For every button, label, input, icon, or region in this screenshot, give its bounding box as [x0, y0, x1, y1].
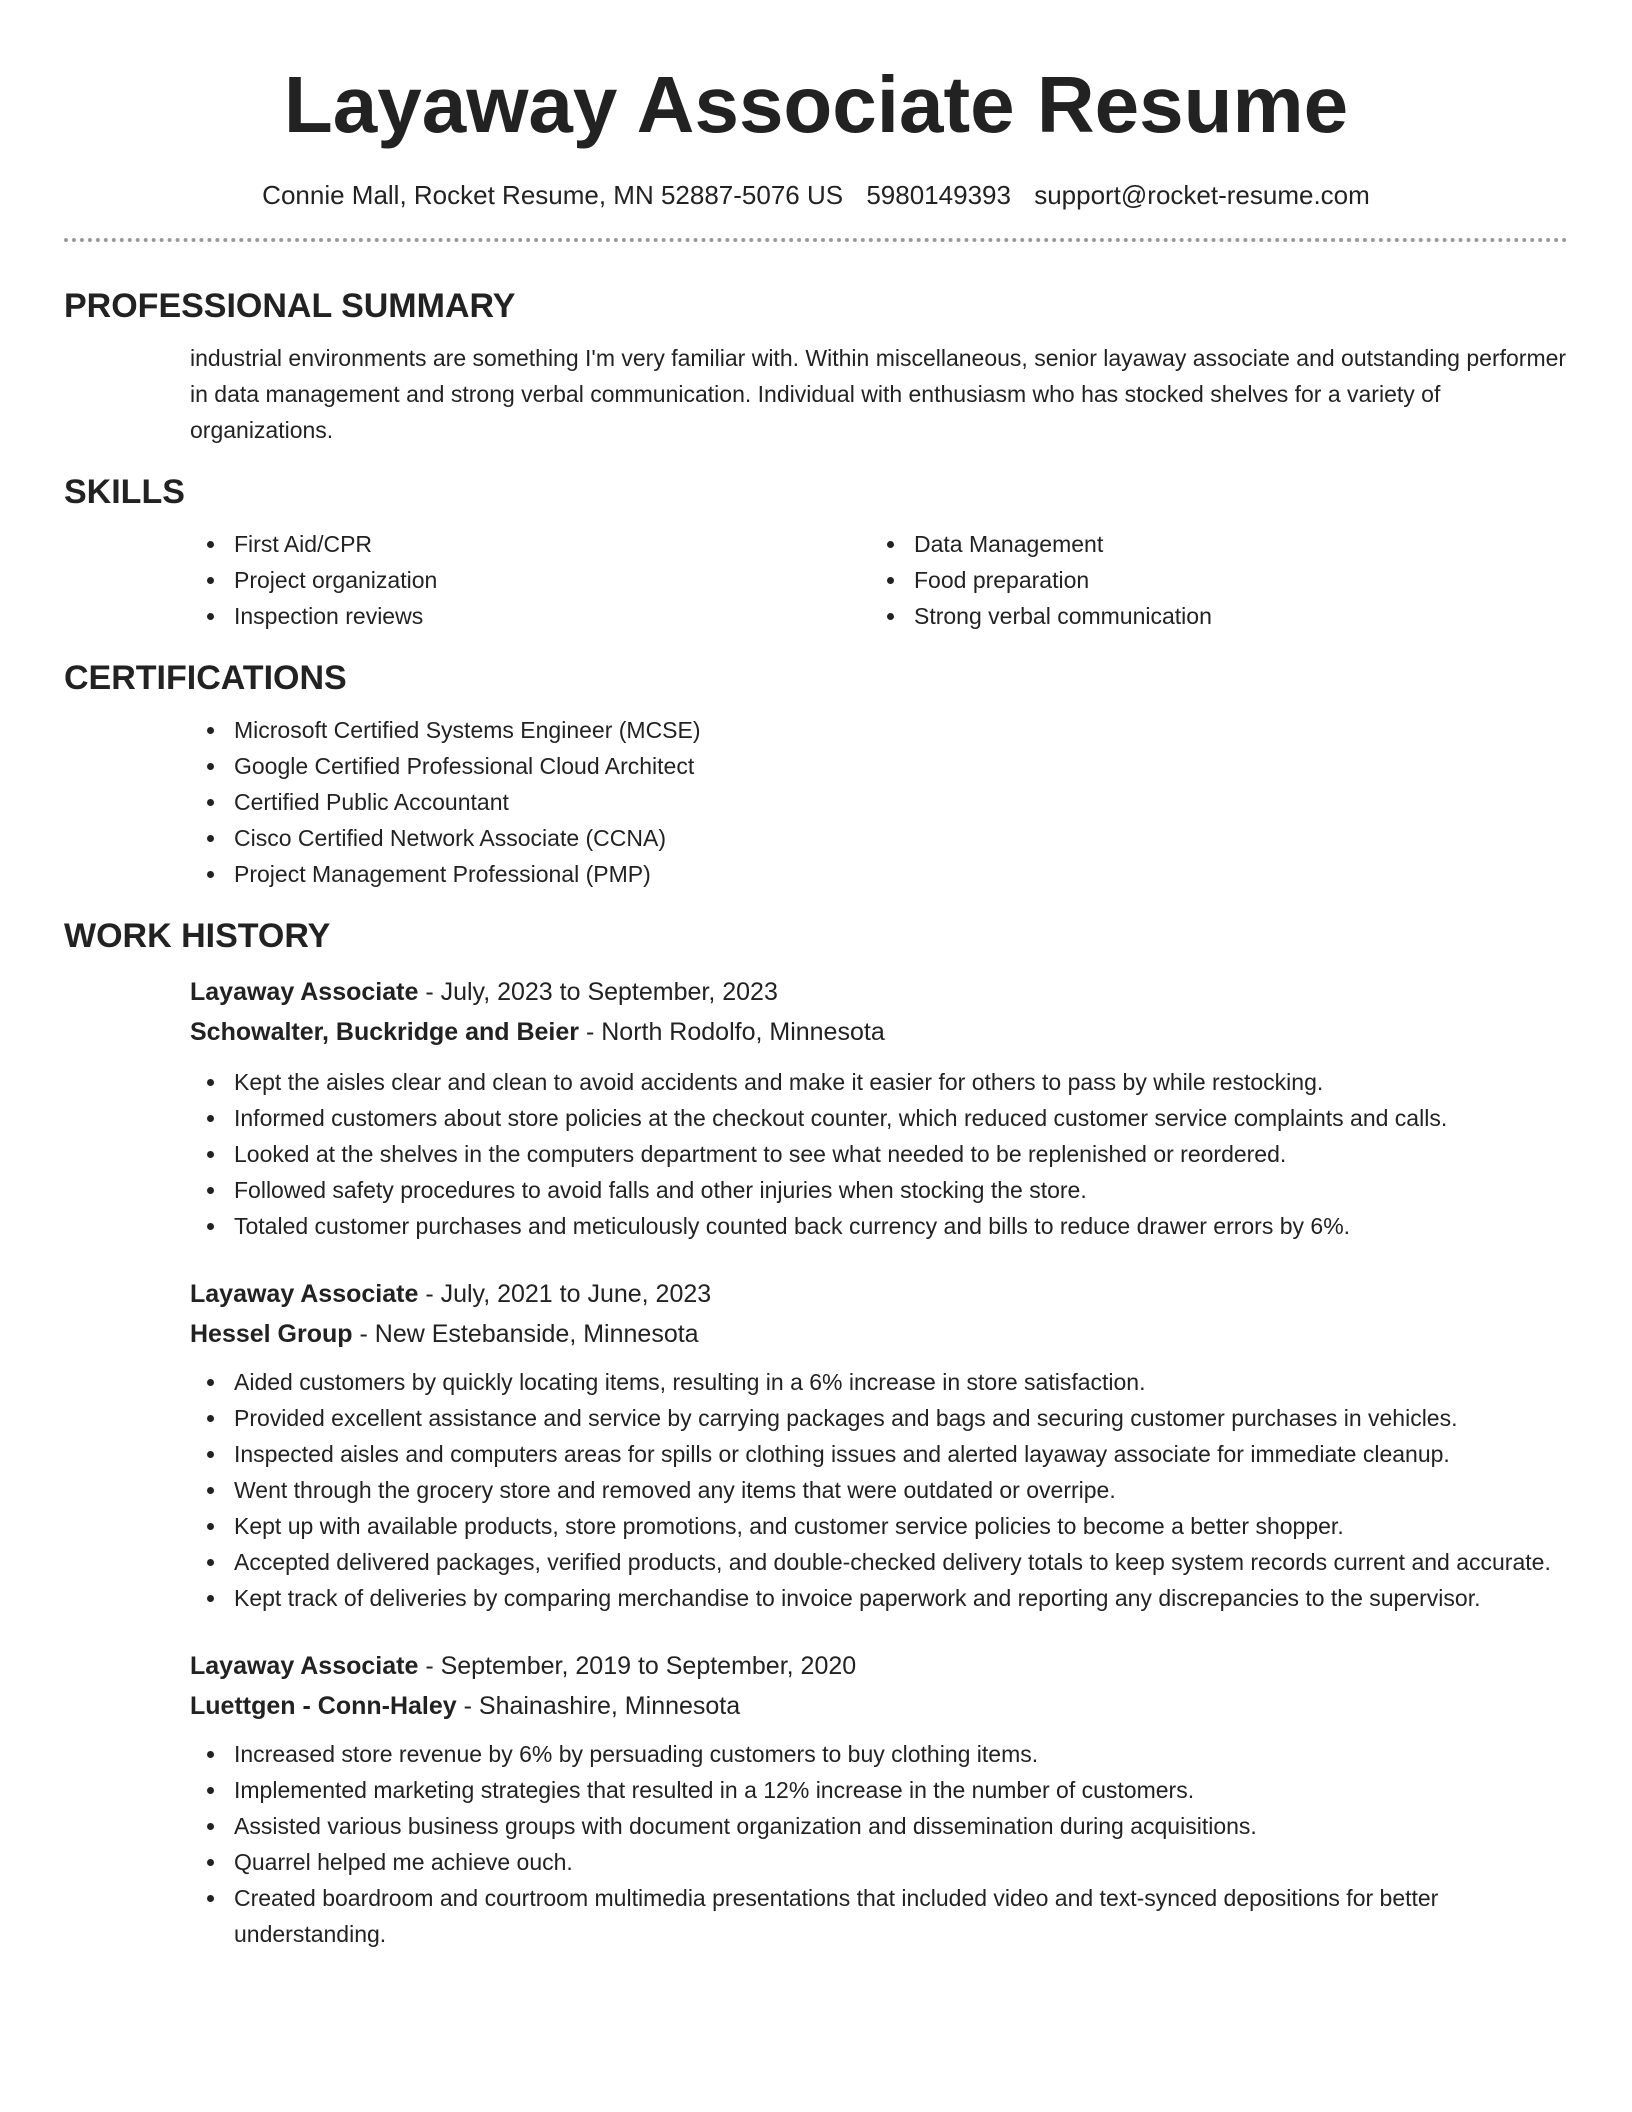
job-bullet: Provided excellent assistance and service by carrying packages and bags and securing customer purchases in vehicles. [234, 1400, 1568, 1436]
job-bullet: Went through the grocery store and removed any items that were outdated or overripe. [234, 1472, 1568, 1508]
skill-item: First Aid/CPR [234, 526, 870, 562]
job-company-line [190, 1314, 1568, 1354]
summary-text: industrial environments are something I'm very familiar with. Within miscellaneous, senior layaway associate and outstanding performer in data management and strong verbal communication. Individual with enthusiasm who has stocked shelves for a variety of organizations. [190, 345, 1567, 443]
job-bullet: Increased store revenue by 6% by persuading customers to buy clothing items. [234, 1736, 1568, 1772]
job-bullet: Totaled customer purchases and meticulously counted back currency and bills to reduce drawer errors by 6%. [234, 1208, 1568, 1244]
contact-address: Connie Mall, Rocket Resume, MN 52887-5076 US [262, 180, 844, 210]
job-company: Hessel Group [190, 1320, 353, 1348]
job-bullet: Informed customers about store policies at the checkout counter, which reduced customer service complaints and calls. [234, 1100, 1568, 1136]
job-bullet: Quarrel helped me achieve ouch. [234, 1844, 1568, 1880]
job-title-line [190, 1274, 1568, 1314]
contact-phone: 5980149393 [866, 180, 1011, 210]
certifications-heading: CERTIFICATIONS [64, 659, 347, 697]
job-bullet: Kept track of deliveries by comparing merchandise to invoice paperwork and reporting any discrepancies to the supervisor. [234, 1580, 1568, 1616]
header-divider [64, 238, 1568, 242]
job-location: - Shainashire, Minnesota [456, 1692, 741, 1720]
work-history-heading: WORK HISTORY [64, 917, 331, 955]
job-dates: - July, 2021 to June, 2023 [418, 1280, 712, 1308]
summary-section [64, 284, 1568, 448]
skills-column-right [870, 526, 1550, 634]
job-bullet: Inspected aisles and computers areas for spills or clothing issues and alerted layaway associate for immediate cleanup. [234, 1436, 1568, 1472]
certification-item: Certified Public Accountant [234, 784, 1568, 820]
work-history-section [64, 914, 1568, 1952]
skill-item: Project organization [234, 562, 870, 598]
job-entry [190, 972, 1568, 1244]
job-dates: - July, 2023 to September, 2023 [418, 978, 778, 1006]
contact-email: support@rocket-resume.com [1034, 180, 1370, 210]
resume-page [64, 0, 1568, 1952]
job-title: Layaway Associate [190, 1652, 419, 1680]
job-title-line [190, 972, 1568, 1012]
skills-section [64, 470, 1568, 634]
job-title: Layaway Associate [190, 1280, 419, 1308]
certifications-section [64, 656, 1568, 892]
job-bullet: Looked at the shelves in the computers department to see what needed to be replenished or reordered. [234, 1136, 1568, 1172]
certification-item: Microsoft Certified Systems Engineer (MCSE) [234, 712, 1568, 748]
skill-item: Food preparation [914, 562, 1550, 598]
certification-item: Cisco Certified Network Associate (CCNA) [234, 820, 1568, 856]
job-dates: - September, 2019 to September, 2020 [418, 1652, 857, 1680]
job-bullet: Assisted various business groups with document organization and dissemination during acquisitions. [234, 1808, 1568, 1844]
job-entry [190, 1646, 1568, 1952]
job-bullet: Kept the aisles clear and clean to avoid accidents and make it easier for others to pass by while restocking. [234, 1064, 1568, 1100]
job-bullet: Kept up with available products, store promotions, and customer service policies to become a better shopper. [234, 1508, 1568, 1544]
skills-column-left [190, 526, 870, 634]
resume-title: Layaway Associate Resume [283, 60, 1349, 149]
job-company-line [190, 1012, 1568, 1052]
job-company: Luettgen - Conn-Haley [190, 1692, 457, 1720]
job-bullet: Created boardroom and courtroom multimedia presentations that included video and text-synced depositions for better understanding. [234, 1880, 1568, 1952]
job-bullet: Accepted delivered packages, verified products, and double-checked delivery totals to keep system records current and accurate. [234, 1544, 1568, 1580]
job-bullet: Followed safety procedures to avoid falls and other injuries when stocking the store. [234, 1172, 1568, 1208]
job-title-line [190, 1646, 1568, 1686]
job-company: Schowalter, Buckridge and Beier [190, 1018, 580, 1046]
skill-item: Data Management [914, 526, 1550, 562]
skill-item: Inspection reviews [234, 598, 870, 634]
job-bullet: Implemented marketing strategies that resulted in a 12% increase in the number of customers. [234, 1772, 1568, 1808]
job-location: - New Estebanside, Minnesota [352, 1320, 699, 1348]
skill-item: Strong verbal communication [914, 598, 1550, 634]
job-bullet: Aided customers by quickly locating items, resulting in a 6% increase in store satisfaction. [234, 1364, 1568, 1400]
job-company-line [190, 1686, 1568, 1726]
job-entry [190, 1274, 1568, 1616]
contact-line [64, 178, 1568, 212]
certification-item: Google Certified Professional Cloud Architect [234, 748, 1568, 784]
skills-heading: SKILLS [64, 473, 185, 511]
job-title: Layaway Associate [190, 978, 419, 1006]
summary-heading: PROFESSIONAL SUMMARY [64, 287, 516, 325]
certification-item: Project Management Professional (PMP) [234, 856, 1568, 892]
job-location: - North Rodolfo, Minnesota [579, 1018, 885, 1046]
